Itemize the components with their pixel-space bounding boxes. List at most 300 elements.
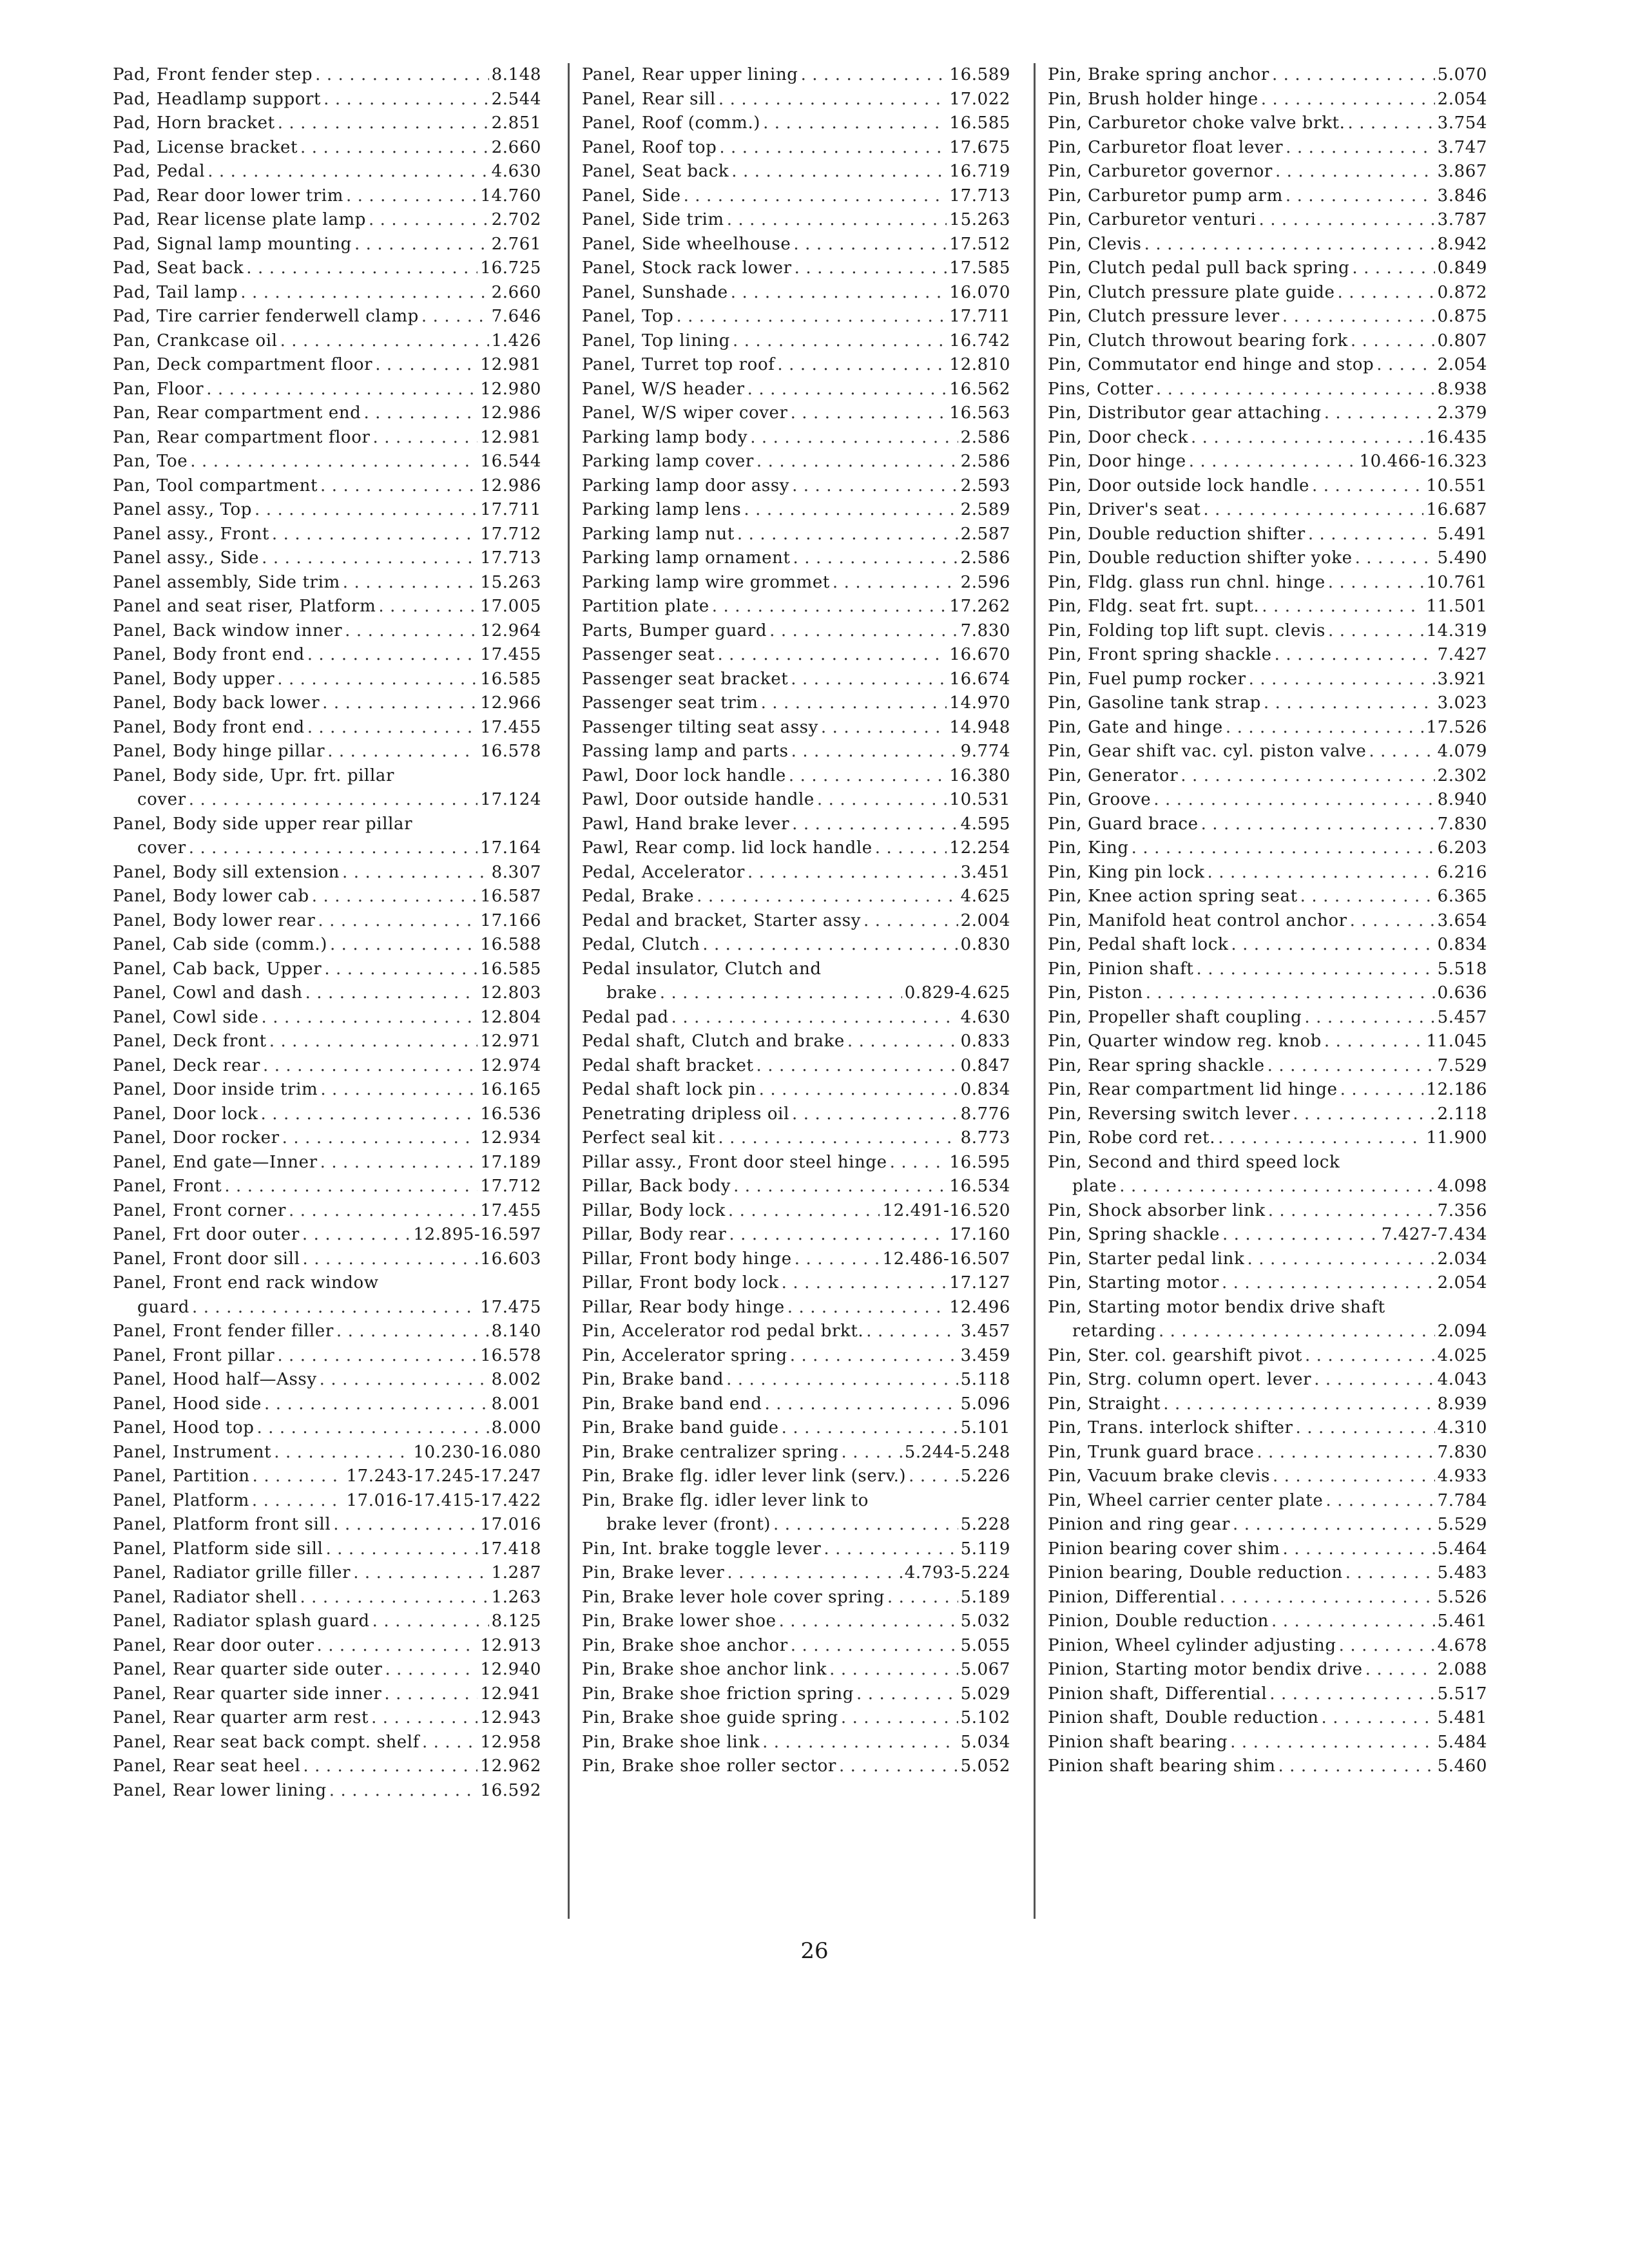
dot-leader [847,1030,958,1054]
dot-leader [278,111,489,136]
dot-leader [777,353,947,378]
index-entry [113,1489,541,1514]
entry-reference: 3.451 [960,862,1010,882]
index-entry [1048,474,1487,499]
dot-leader [1233,1513,1435,1537]
dot-leader [1226,716,1424,740]
dot-leader [787,1296,947,1320]
entry-reference: 12.803 [480,983,541,1003]
entry-reference: 2.586 [960,427,1010,447]
index-entry [582,957,1010,982]
dot-leader [272,523,478,547]
entry-reference: 16.595 [949,1152,1010,1172]
entry-label: Pin, Fldg. glass run chnl. hinge [1048,572,1325,592]
entry-label: Pin, Guard brace [1048,814,1199,834]
entry-reference: 12.958 [480,1732,541,1752]
entry-reference: 5.067 [960,1660,1010,1679]
dot-leader [343,571,478,595]
dot-leader [375,353,477,378]
entry-label: Pillar, Body rear [582,1225,727,1244]
dot-leader [190,450,477,474]
dot-leader [765,1392,958,1417]
dot-leader [718,1126,958,1151]
entry-label: Panel, Roof (comm.) [582,113,761,133]
entry-reference: 5.101 [960,1418,1010,1437]
index-entry [113,1586,541,1610]
entry-label: retarding [1072,1321,1156,1341]
entry-label: Pad, Pedal [113,162,206,181]
entry-label: Panel, Top [582,307,674,326]
index-entry [113,691,541,716]
dot-leader [792,1102,958,1127]
index-entry [582,1199,1010,1224]
index-entry [1048,1247,1487,1272]
index-entry [582,1416,1010,1441]
index-entry [582,305,1010,329]
entry-reference: 17.455 [480,645,541,664]
entry-label: Pawl, Door lock handle [582,765,786,785]
index-entry [113,184,541,209]
entry-label: Pin, Accelerator spring [582,1345,787,1365]
index-entry [113,111,541,136]
entry-reference: 8.000 [491,1418,541,1437]
index-entry [113,909,541,934]
dot-leader [252,1489,344,1514]
entry-reference: 1.287 [491,1563,541,1582]
dot-leader [733,1175,947,1199]
index-entry [582,1610,1010,1634]
index-entry [1048,1754,1487,1779]
entry-reference: 16.534 [949,1177,1010,1196]
index-entry [1048,1030,1487,1054]
entry-reference: 4.595 [960,814,1010,834]
index-entry [1048,812,1487,837]
entry-label: Panel, Deck front [113,1032,267,1051]
dot-leader [327,740,477,764]
entry-reference: 0.829-4.625 [904,983,1010,1003]
index-entry [1048,378,1487,402]
dot-leader [909,1465,958,1489]
entry-reference: 12.941 [480,1684,541,1704]
entry-reference: 1.263 [491,1587,541,1607]
entry-label: Pad, Headlamp support [113,89,322,109]
entry-label: Pinion shaft bearing [1048,1732,1228,1752]
dot-leader [1222,1271,1435,1296]
entry-label: Pin, Groove [1048,790,1152,809]
entry-label: Pin, Brake shoe link [582,1732,760,1752]
entry-label: Pin, Brake flg. idler lever link to [582,1490,869,1510]
dot-leader [1365,1658,1435,1682]
entry-reference: 8.002 [491,1370,541,1389]
dot-leader [1203,498,1423,523]
dot-leader [264,1392,489,1417]
entry-label: Panel and seat riser, Platform [113,597,376,616]
entry-label: Panel assy., Side [113,548,260,568]
dot-leader [289,1199,477,1224]
dot-leader [1273,1465,1435,1489]
entry-reference: 17.713 [480,548,541,568]
dot-leader [747,378,947,402]
dot-leader [1258,208,1434,233]
entry-reference: 10.230-16.080 [413,1442,541,1462]
index-entry [582,1247,1010,1272]
entry-reference: 16.592 [480,1780,541,1800]
entry-reference: 16.578 [480,742,541,761]
entry-reference: 2.034 [1437,1249,1487,1269]
entry-label: Pin, Strg. column opert. lever [1048,1370,1312,1389]
index-entry [113,981,541,1006]
index-entry [582,1682,1010,1707]
entry-label: Panel, Rear seat heel [113,1756,301,1776]
entry-label: Pan, Rear compartment floor [113,427,371,447]
entry-label: Pin, Carburetor pump arm [1048,186,1283,206]
entry-label: Panel, Instrument [113,1442,272,1462]
index-entry [1048,571,1487,595]
entry-reference: 12.971 [480,1032,541,1051]
entry-reference: 17.166 [480,910,541,930]
index-entry [582,1731,1010,1755]
entry-reference: 12.966 [480,693,541,713]
entry-label: Parking lamp cover [582,452,754,471]
dot-leader [824,1537,958,1562]
entry-reference: 12.981 [480,427,541,447]
entry-label: Pin, Folding top lift supt. clevis [1048,620,1325,640]
index-entry [113,619,541,644]
dot-leader [671,1006,958,1030]
entry-label: Pin, Clevis [1048,234,1142,254]
entry-label: Pin, Brake lower shoe [582,1611,776,1631]
entry-label: cover [137,838,186,858]
entry-reference: 5.096 [960,1394,1010,1414]
entry-label: Pin, Trunk guard brace [1048,1442,1255,1462]
index-entry [113,1320,541,1344]
index-entry [1048,957,1487,982]
dot-leader [277,668,477,692]
index-entry [582,281,1010,305]
dot-leader [346,184,477,209]
index-entry [113,305,541,329]
entry-label: Panel, Radiator splash guard [113,1611,370,1631]
entry-reference: 8.773 [960,1128,1010,1148]
entry-reference: 5.457 [1437,1007,1487,1027]
index-entry [1048,401,1487,426]
dot-leader [320,1368,489,1392]
entry-reference: 16.587 [480,887,541,906]
entry-label: Panel, Rear quarter arm rest [113,1708,369,1727]
dot-leader [354,233,489,257]
dot-leader [1156,378,1435,402]
dot-leader [371,1706,477,1731]
entry-reference: 16.719 [949,162,1010,181]
entry-reference: 12.254 [949,838,1010,858]
index-entry [113,523,541,547]
entry-reference: 3.867 [1437,162,1487,181]
index-entry [582,1489,1010,1514]
entry-reference: 12.895-16.597 [413,1225,541,1244]
entry-reference: 5.461 [1437,1611,1487,1631]
index-entry [113,1779,541,1803]
dot-leader [1293,1102,1434,1127]
dot-leader [790,1344,958,1369]
entry-label: Panel, Platform [113,1490,249,1510]
entry-reference: 16.585 [949,113,1010,133]
dot-leader [353,1561,488,1586]
dot-leader [1208,861,1435,885]
dot-leader [1159,1320,1435,1344]
entry-label: Pad, Front fender step [113,65,313,84]
entry-reference: 7.529 [1437,1055,1487,1075]
entry-reference: 14.970 [949,693,1010,713]
entry-label: Panel, Hood half—Assy [113,1370,317,1389]
index-entry [1048,1513,1487,1537]
entry-label: Panel, Rear lower lining [113,1780,327,1800]
dot-leader [189,836,478,861]
entry-reference: 5.118 [960,1370,1010,1389]
entry-label: Pan, Floor [113,379,204,399]
index-entry [582,1634,1010,1658]
entry-reference: 4.793-5.224 [904,1563,1010,1582]
entry-label: Pin, Brake lever [582,1563,725,1582]
dot-leader [305,981,478,1006]
dot-leader [1376,353,1434,378]
index-entry [1048,1175,1487,1199]
entry-label: Pin, Shock absorber link [1048,1200,1266,1220]
index-entry [582,111,1010,136]
dot-leader [261,1102,478,1127]
entry-reference: 16.585 [480,959,541,979]
entry-label: Panel, Door lock [113,1104,258,1124]
dot-leader [1248,1247,1435,1272]
entry-label: Pin, Driver's seat [1048,500,1201,519]
dot-leader [791,1634,958,1658]
entry-reference: 2.596 [960,572,1010,592]
dot-leader [1296,1416,1435,1441]
column-divider [568,63,570,1919]
entry-reference: 0.849 [1437,258,1487,278]
entry-label: Pin, Straight [1048,1394,1161,1414]
index-entry [582,1102,1010,1127]
entry-label: Pin, Brake shoe friction spring [582,1684,854,1704]
entry-label: Pin, Vacuum brake clevis [1048,1466,1270,1486]
index-entry [582,933,1010,957]
dot-leader [718,88,947,112]
entry-reference: 17.164 [480,838,541,858]
dot-leader [789,764,947,789]
entry-label: Panel assembly, Side trim [113,572,340,592]
entry-label: Panel, Body front end [113,717,305,737]
index-entry [582,208,1010,233]
index-entry [113,256,541,281]
entry-reference: 11.045 [1426,1032,1487,1051]
entry-label: Pin, Double reduction shifter [1048,524,1306,544]
entry-reference: 5.052 [960,1756,1010,1776]
entry-label: Panel, Hood top [113,1418,255,1437]
entry-reference: 2.586 [960,548,1010,568]
entry-label: Pillar, Back body [582,1177,731,1196]
entry-label: Pillar, Front body lock [582,1273,779,1293]
entry-reference: 12.934 [480,1128,541,1148]
index-entry [582,1271,1010,1296]
entry-reference: 9.774 [960,742,1010,761]
entry-label: Pin, Brake band guide [582,1418,779,1437]
index-entry [1048,450,1487,474]
entry-reference: 16.563 [949,403,1010,423]
index-entry [1048,329,1487,354]
entry-reference: 12.491-16.520 [882,1200,1010,1220]
index-entry [582,812,1010,837]
dot-leader [793,233,947,257]
dot-leader [312,885,478,909]
entry-label: Panel, Hood side [113,1394,262,1414]
index-entry [1048,1416,1487,1441]
entry-reference: 2.761 [491,234,541,254]
entry-reference: 12.943 [480,1708,541,1727]
dot-leader [1144,233,1435,257]
entry-reference: 16.544 [480,452,541,471]
index-entry [113,1271,541,1296]
entry-label: Panel, Body sill extension [113,862,340,882]
entry-reference: 2.851 [491,113,541,133]
dot-leader [1328,571,1424,595]
entry-label: Panel, Body front end [113,645,305,664]
entry-reference: 17.418 [480,1539,541,1559]
entry-reference: 4.625 [960,887,1010,906]
dot-leader [1191,426,1423,450]
entry-label: Panel, Door inside trim [113,1080,318,1099]
dot-leader [890,1151,947,1175]
index-entry [1048,933,1487,957]
entry-label: Pan, Crankcase oil [113,331,278,351]
entry-reference: 8.307 [491,862,541,882]
index-entry [113,668,541,692]
entry-label: Pin, Rear compartment lid hinge [1048,1080,1338,1099]
entry-label: Pin, Clutch pedal pull back spring [1048,258,1350,278]
dot-leader [762,1731,958,1755]
entry-label: Pan, Rear compartment end [113,403,361,423]
index-entry [582,643,1010,668]
entry-reference: 0.847 [960,1055,1010,1075]
entry-label: Pad, Tail lamp [113,282,238,302]
index-entry [113,1078,541,1102]
index-entry [113,764,541,789]
dot-leader [719,136,947,160]
index-entry [1048,861,1487,885]
entry-reference: 12.974 [480,1055,541,1075]
entry-label: brake [606,983,657,1003]
index-entry [582,716,1010,740]
entry-reference: 5.518 [1437,959,1487,979]
entry-label: Pin, Clutch pressure plate guide [1048,282,1335,302]
dot-leader [793,546,958,571]
entry-reference: 8.940 [1437,790,1487,809]
index-entry [113,1610,541,1634]
entry-label: Pin, Gate and hinge [1048,717,1223,737]
index-entry [1048,523,1487,547]
entry-label: Pinion bearing, Double reduction [1048,1563,1343,1582]
index-entry [113,1223,541,1247]
dot-leader [842,1441,902,1465]
entry-label: Parking lamp wire grommet [582,572,830,592]
entry-label: Pin, Fuel pump rocker [1048,669,1246,689]
index-entry [582,353,1010,378]
entry-label: Panel, Cowl and dash [113,983,303,1003]
entry-reference: 4.079 [1437,742,1487,761]
index-entry [582,88,1010,112]
entry-reference: 17.711 [480,500,541,519]
entry-label: cover [137,790,186,809]
index-entry [1048,1682,1487,1707]
entry-label: Pin, Pedal shaft lock [1048,935,1229,954]
entry-label: Pin, Trans. interlock shifter [1048,1418,1293,1437]
index-entry [1048,1634,1487,1658]
entry-reference: 12.913 [480,1635,541,1655]
entry-label: Panel, Platform side sill [113,1539,323,1559]
entry-reference: 0.875 [1437,307,1487,326]
entry-label: Panel, Body lower cab [113,887,309,906]
entry-reference: 5.484 [1437,1732,1487,1752]
entry-reference: 1.426 [491,331,541,351]
dot-leader [887,1586,958,1610]
entry-reference: 15.263 [480,572,541,592]
entry-reference: 4.933 [1437,1466,1487,1486]
index-entry [582,546,1010,571]
entry-label: Panel, Side wheelhouse [582,234,791,254]
entry-reference: 16.687 [1426,500,1487,519]
dot-leader [769,619,958,644]
entry-reference: 10.531 [949,790,1010,809]
entry-reference: 5.032 [960,1611,1010,1631]
entry-reference: 5.070 [1437,65,1487,84]
index-entry [1048,1151,1487,1175]
index-entry [1048,1054,1487,1079]
dot-leader [1218,1126,1423,1151]
entry-reference: 7.830 [1437,814,1487,834]
entry-label: Pin, Front spring shackle [1048,645,1272,664]
dot-leader [345,619,477,644]
index-entry [1048,498,1487,523]
entry-reference: 8.939 [1437,1394,1487,1414]
index-entry [1048,643,1487,668]
entry-label: Pin, Rear spring shackle [1048,1055,1265,1075]
entry-reference: 6.365 [1437,887,1487,906]
dot-leader [727,208,947,233]
dot-leader [759,1078,958,1102]
dot-leader [856,1682,958,1707]
entry-reference: 0.636 [1437,983,1487,1003]
dot-leader [1286,136,1434,160]
entry-reference: 17.711 [949,307,1010,326]
entry-reference: 8.942 [1437,234,1487,254]
entry-label: Pan, Tool compartment [113,476,318,495]
dot-leader [731,281,947,305]
entry-reference: 11.900 [1426,1128,1487,1148]
dot-leader [1369,740,1434,764]
dot-leader [782,1271,947,1296]
dot-leader [757,450,958,474]
entry-label: Panel, Back window inner [113,620,343,640]
entry-label: Pinion, Starting motor bendix drive [1048,1660,1363,1679]
entry-label: Pin, Carburetor float lever [1048,137,1284,157]
index-entry [582,909,1010,934]
entry-reference: 3.787 [1437,210,1487,229]
dot-leader [866,1320,958,1344]
entry-label: Pedal, Brake [582,887,695,906]
dot-leader [333,1513,477,1537]
dot-leader [863,909,958,934]
index-entry [582,836,1010,861]
entry-label: Panel, Rear seat back compt. shelf [113,1732,419,1752]
entry-reference: 8.776 [960,1104,1010,1124]
